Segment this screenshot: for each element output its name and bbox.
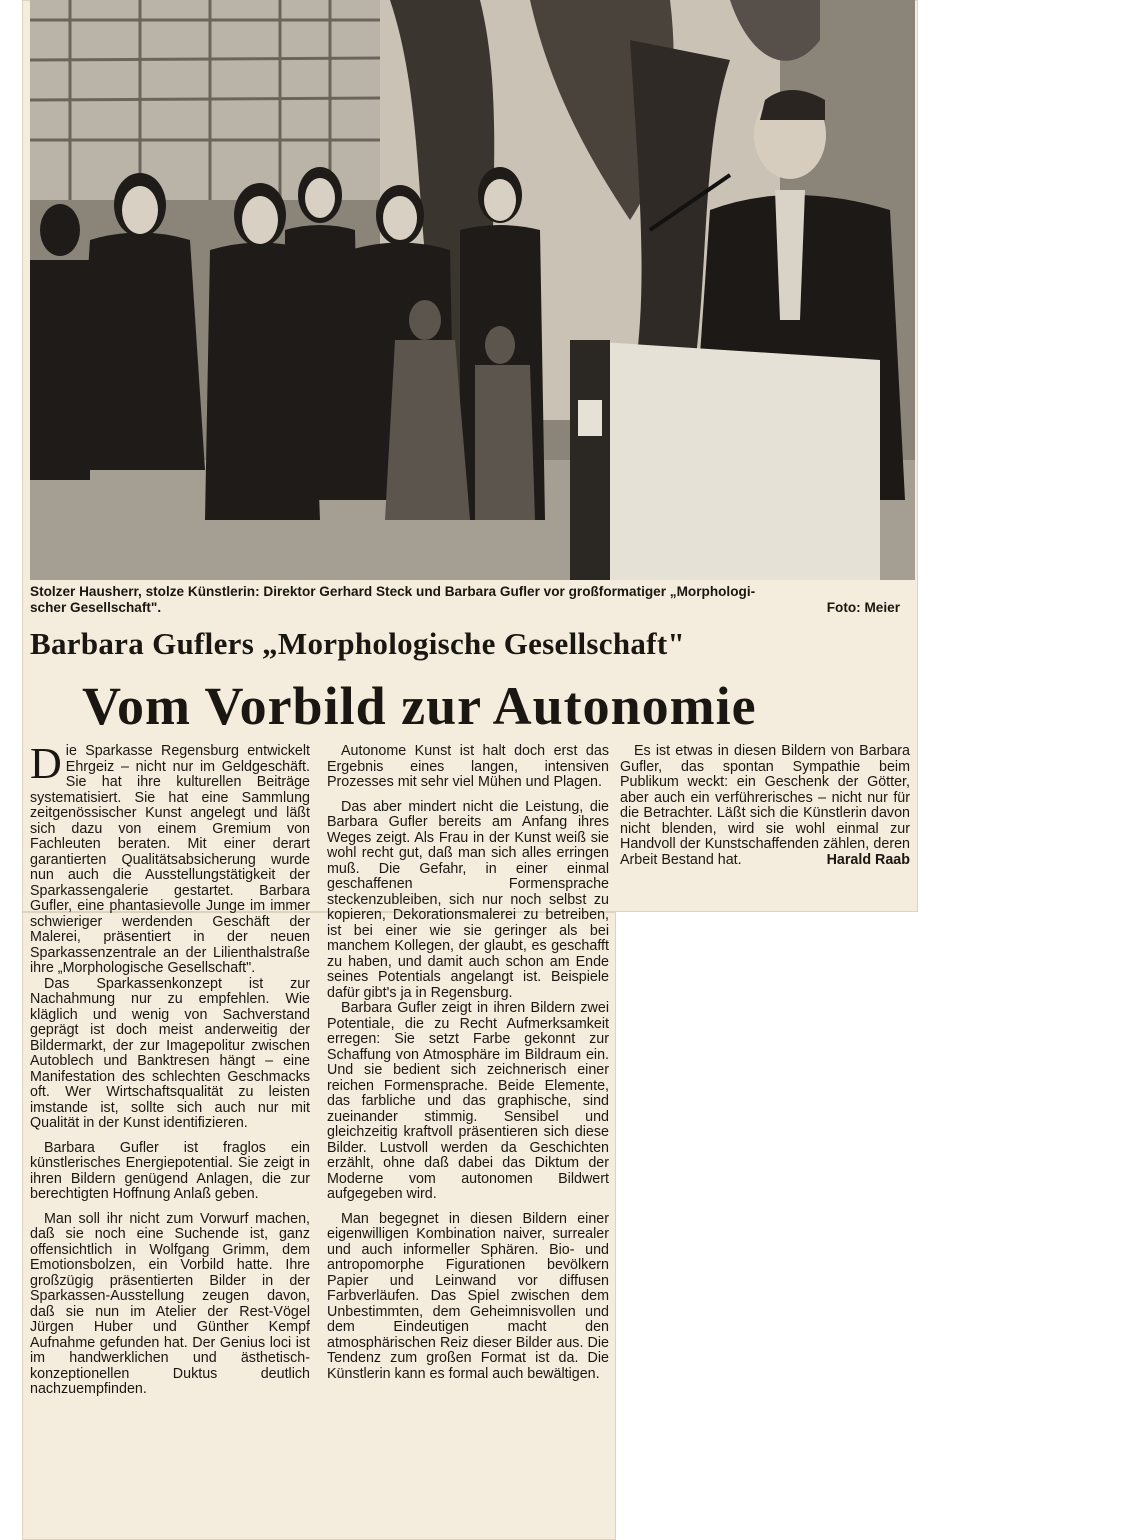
article-headline: Vom Vorbild zur Autonomie	[82, 676, 757, 736]
article-column-1	[30, 739, 310, 1398]
paragraph-text: ie Sparkasse Regensburg entwickelt Ehrgeiz – nicht nur im Geldgeschäft. Sie hat ihre kulturellen Beiträge systematisiert. Sie hat eine Sammlung zeitgenössischer Kunst angelegt und läßt sich dazu von einem Gremium von Fachleuten beraten. Mit einer derart garantierten Qualitätsabsicherung wurde nun auch die Ausstellungstätigkeit der Sparkassengalerie gestartet. Barbara Gufler, eine phantasievolle Junge im immer schwieriger werdenden Geschäft der Malerei, präsentiert in der neuen Sparkassenzentrale an der Lilienthalstraße ihre „Morphologische Gesellschaft".	[30, 743, 310, 976]
drop-cap: D	[30, 739, 62, 788]
paragraph: Autonome Kunst ist halt doch erst das Ergebnis eines langen, intensiven Prozesses mit sehr viel Mühen und Plagen.	[327, 743, 609, 790]
article-photo	[30, 0, 915, 580]
caption-line-1: Stolzer Hausherr, stolze Künstlerin: Direktor Gerhard Steck und Barbara Gufler vor großformatiger „Morphologi-	[30, 584, 756, 599]
author-name: Harald Raab	[826, 851, 910, 868]
photo-caption	[30, 584, 900, 616]
paragraph: Man begegnet in diesen Bildern einer eigenwilligen Kombination naiver, surrealer und auch informeller Sphären. Bio- und antropomorphe Figurationen bevölkern Papier und Leinwand vor diffusen Farbverläufen. Das Spiel zwischen dem Unbestimmten, dem Geheimnisvollen und dem Eindeutigen macht den atmosphärischen Reiz dieser Bilder aus. Die Tendenz zum großen Format ist da. Die Künstlerin kann es formal auch bewältigen.	[327, 1210, 609, 1382]
photograph-icon	[30, 0, 915, 580]
paragraph: Barbara Gufler zeigt in ihren Bildern zwei Potentiale, die zu Recht Aufmerksamkeit erregen: Sie setzt Farbe gekonnt zur Schaffung von Atmosphäre im Bildraum ein. Und sie bedient sich zeichnerisch einer reichen Formensprache. Beide Elemente, das farbliche und das graphische, sind zueinander stimmig. Sensibel und gleichzeitig kraftvoll präsentieren sich diese Bilder. Lustvoll werden da Geschichten erzählt, ohne daß dabei das Diktum der Moderne vom autonomen Bildwert aufgegeben wird.	[327, 1000, 609, 1202]
paragraph: Das aber mindert nicht die Leistung, die Barbara Gufler bereits am Anfang ihres Weges zeigt. Als Frau in der Kunst weiß sie wohl recht gut, daß man sich alles erringen muß. Die Gefahr, in einer einmal geschaffenen Formensprache steckenzubleiben, sich nur noch selbst zu kopieren, Dekorationsmalerei zu betreiben, ist bei einer wie sie geringer als bei manchem Kollegen, der glaubt, es geschafft zu haben, und damit auch schon am Ende seines Potentials angelangt ist. Beispiele dafür gibt's ja in Regensburg.	[327, 798, 609, 1001]
newspaper-clipping	[22, 0, 918, 1540]
paragraph	[620, 744, 910, 868]
caption-line-2-row	[30, 600, 900, 616]
article-kicker: Barbara Guflers „Morphologische Gesellschaft"	[30, 626, 685, 661]
paragraph: Das Sparkassenkonzept ist zur Nachahmung nur zu empfehlen. Wie kläglich und wenig von Sachverstand geprägt ist doch meist anderweitig der Bildermarkt, der zur Imagepolitur zwischen Autoblech und Banktresen hängt – eine Manifestation des schlechten Geschmacks oft. Wer Wirtschaftsqualität zu leisten imstande ist, sollte sich auch nur mit Qualität in der Kunst identifizieren.	[30, 975, 310, 1131]
article-column-2	[327, 744, 609, 1382]
paragraph: Man soll ihr nicht zum Vorwurf machen, daß sie noch eine Suchende ist, ganz offensichtlich in Wolfgang Grimm, dem Emotionsbolzen, ein Vorbild hatte. Ihre großzügig präsentierten Bilder in der Sparkassen-Ausstellung zeugen davon, daß sie nun im Atelier der Rest-Vögel Jürgen Huber und Günther Kempf Aufnahme gefunden hat. Der Genius loci ist im handwerklichen und ästhetisch-konzeptionellen Duktus deutlich nachzuempfinden.	[30, 1210, 310, 1397]
paragraph: Barbara Gufler ist fraglos ein künstlerisches Energiepotential. Sie zeigt in ihren Bildern genügend Anlagen, die zur berechtigten Hoffnung Anlaß geben.	[30, 1139, 310, 1202]
article-column-3	[620, 744, 910, 868]
caption-line-2: scher Gesellschaft".	[30, 600, 162, 615]
paragraph-text: Es ist etwas in diesen Bildern von Barbara Gufler, das spontan Sympathie beim Publikum weckt: ein Geschenk der Götter, aber auch ein verführerisches – nicht nur für die Betrachter. Läßt sich die Künstlerin davon nicht blenden, wird sie wohl einmal zur Handvoll der Kunstschaffenden zählen, deren Arbeit Bestand hat.	[620, 743, 910, 868]
paragraph	[30, 739, 310, 977]
photo-credit: Foto: Meier	[826, 600, 900, 615]
